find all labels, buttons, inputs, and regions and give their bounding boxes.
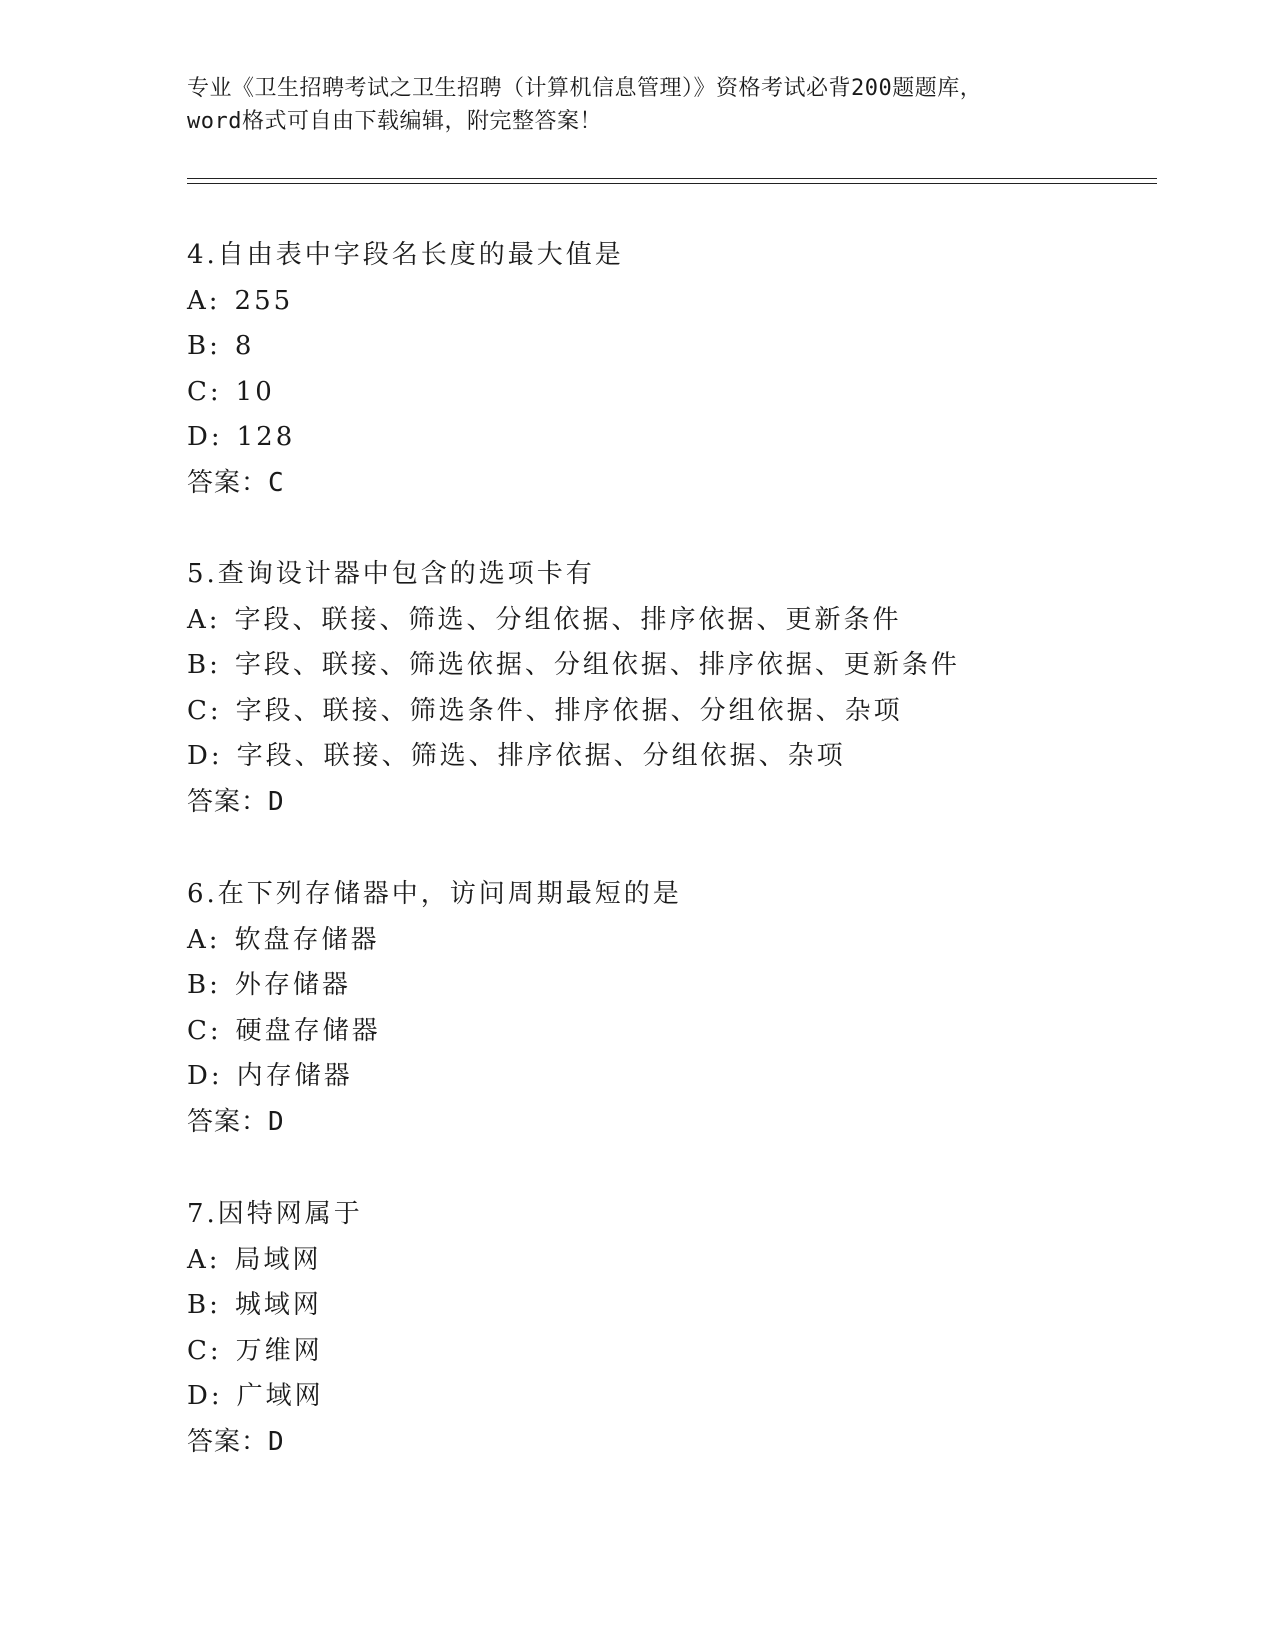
option-key: B: [187,331,221,361]
header-line-1: 专业《卫生招聘考试之卫生招聘（计算机信息管理）》资格考试必背200题题库， [187,76,983,101]
option-text: 广域网 [236,1381,324,1411]
option-text: 硬盘存储器 [235,1015,381,1046]
option-b [187,643,1147,689]
answer-line: 答案：D [187,1426,285,1457]
option-d [187,1374,1147,1420]
option-text: 城域网 [234,1290,322,1320]
option-key: A: [187,604,221,635]
header-divider-top [187,178,1157,179]
option-text: 128 [236,422,296,452]
option-text: 字段、联接、筛选、分组依据、排序依据、更新条件 [234,604,902,635]
option-a [187,279,1147,325]
header-line-2: word格式可自由下载编辑，附完整答案！ [187,109,602,134]
option-a [187,918,1147,964]
option-b [187,324,1147,370]
option-d [187,734,1147,780]
header-divider-bottom [187,183,1157,184]
question-stem: 4.自由表中字段名长度的最大值是 [187,240,624,270]
question-6 [187,872,1147,1145]
option-c [187,689,1147,735]
question-stem: 7.因特网属于 [187,1199,363,1229]
option-key: A: [187,1244,221,1275]
option-c [187,1329,1147,1375]
document-header [187,72,1087,138]
option-key: B: [187,650,221,680]
answer-line: 答案：D [187,786,285,817]
option-text: 字段、联接、筛选、排序依据、分组依据、杂项 [236,741,846,771]
option-a [187,598,1147,644]
option-key: D: [187,741,223,771]
option-text: 字段、联接、筛选依据、分组依据、排序依据、更新条件 [234,650,960,680]
option-text: 外存储器 [234,970,351,1000]
option-text: 万维网 [235,1335,323,1366]
option-key: C: [187,1015,222,1046]
question-stem: 5.查询设计器中包含的选项卡有 [187,559,595,589]
option-text: 字段、联接、筛选条件、排序依据、分组依据、杂项 [235,695,903,726]
question-5 [187,552,1147,825]
option-key: D: [187,1061,223,1091]
option-c [187,370,1147,416]
option-c [187,1009,1147,1055]
option-b [187,963,1147,1009]
question-4 [187,233,1147,506]
option-key: C: [187,695,222,726]
option-text: 10 [235,376,275,407]
option-key: D: [187,1381,223,1411]
option-b [187,1283,1147,1329]
option-key: A: [187,285,221,316]
option-a [187,1238,1147,1284]
option-key: B: [187,970,221,1000]
option-text: 局域网 [234,1244,322,1275]
option-key: D: [187,422,223,452]
option-d [187,1054,1147,1100]
question-stem: 6.在下列存储器中，访问周期最短的是 [187,879,682,909]
option-text: 255 [234,285,294,316]
option-key: C: [187,1335,222,1366]
option-text: 软盘存储器 [234,924,380,955]
answer-line: 答案：D [187,1106,285,1137]
question-7 [187,1192,1147,1465]
option-key: C: [187,376,222,407]
option-key: A: [187,924,221,955]
option-text: 8 [234,331,255,361]
option-key: B: [187,1290,221,1320]
option-d [187,415,1147,461]
option-text: 内存储器 [236,1061,353,1091]
answer-line: 答案：C [187,467,285,498]
